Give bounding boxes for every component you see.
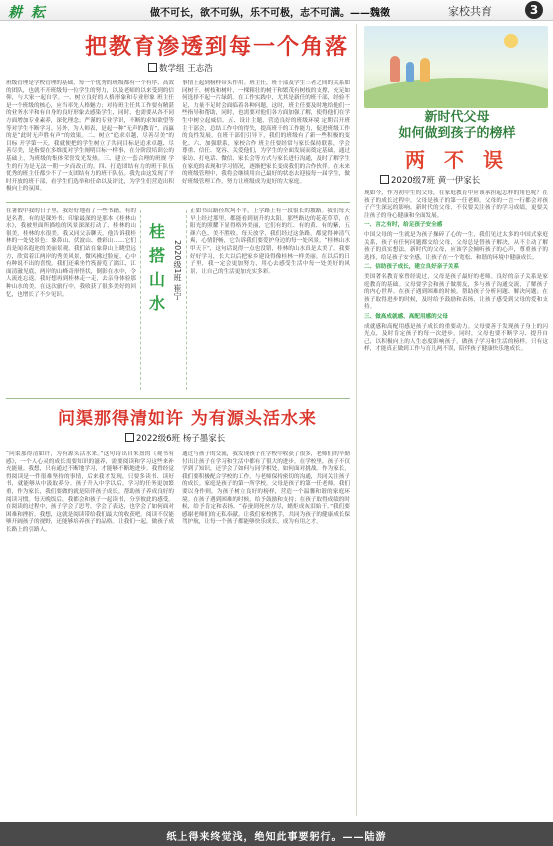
person-figure <box>390 56 400 82</box>
divider <box>6 202 350 203</box>
page-number: 3 <box>525 1 543 19</box>
article-d-body <box>364 190 548 816</box>
divider <box>6 398 350 399</box>
article-b-column-2: 正如书山路径坎坷不平，上学路上有一段很长的坡路。我们每天早上经过那里，都能看到初升的太阳。那些路边的花花草草，在阳光的照耀下显得格外美丽，它们有的红、有的黄、有的紫，五颜六色，美不胜收。每天放学，我们经过这条路，都觉得神清气爽，心情舒畅，它告诉我们要爱护身边的每一处风景。“桂林山水甲天下”，这句话说得一点也没错，桂林的山水真是太美了。我要好好学习，长大以后把家乡建设得像桂林一样美丽。在以后的日子里，我一定会更加努力，用心去感受生活中每一处美好的风景，让自己的生活更加充实多彩。 <box>190 208 350 275</box>
article-a-title: 把教育渗透到每一个角落 <box>85 35 350 60</box>
article-d-title-line-1: 新时代父母 <box>424 110 490 125</box>
page-footer <box>0 822 553 846</box>
article-d-byline <box>380 174 480 186</box>
header-motto: 做不可长，欲不可纵，乐不可极，志不可满。——魏徵 <box>150 8 390 19</box>
article-d-subheading-1: 一、言之有时，给足孩子安全感 <box>364 222 443 229</box>
article-d-subheading-2: 二、信助孩子成长，建立良好亲子关系 <box>364 264 460 271</box>
column-separator <box>356 24 357 816</box>
square-icon <box>125 433 134 442</box>
article-a-byline <box>148 62 213 74</box>
article-d-intro: 现如今，作为初中生的父母，在家庭教育中应该承担起怎样的角色呢？在孩子的成长过程中，父母是孩子的第一任老师，父母的一言一行都会对孩子产生深远的影响。新时代的父母，不仅要关注孩子的学习成绩，更要关注孩子的身心健康和全面发展。 <box>364 190 548 219</box>
article-c-column-2: 通过与孩子的交流，我发现孩子在学校中收获了很多，老师们的辛勤付出让孩子在学习和生活中都有了很大的进步。在学校里，孩子不仅学到了知识，还学会了如何与同学相处，如何面对挑战。作为家长，我们要积极配合学校的工作，与老师保持密切的沟通，共同关注孩子的成长。家庭是孩子的第一所学校，父母是孩子的第一任老师。我们要以身作则，为孩子树立良好的榜样，营造一个温馨和谐的家庭环境。在孩子遇到困难的时候，给予鼓励和支持；在孩子取得成绩的时候，给予肯定和表扬。“春蚕到死丝方尽，蜡炬成灰泪始干。”我们要感谢老师们的无私奉献。让我们家校携手，共同为孩子的健康成长保驾护航，让每一个孩子都能够快乐成长，成为有用之才。 <box>182 451 350 526</box>
byline-text: 2022级6班 杨子墨家长 <box>136 434 226 444</box>
byline-text: 数学组 王志浩 <box>159 64 213 74</box>
article-c-column-1: “问渠那得清如许，为有源头活水来。”这句诗出自朱熹的《观书有感》，一个人心灵的成长需要知识的滋养，需要阅读和学习这些来补充能量。我想，只有通过不断地学习，才能够不断地进步。我曾经觉得阅读是一件很难坚持的事情，后来我才发现，只要多读书、读好书，就能够从中汲取养分。孩子升入中学以后，学习的任务更加繁重，作为家长，我们要做的就是陪伴孩子成长，帮助孩子养成良好的阅读习惯。每天晚饭后，我都会和孩子一起读书，分享彼此的感受。在阅读的过程中，孩子学会了思考，学会了表达，也学会了如何面对困难和挫折。我想，这就是阅读带给我们最大的收获吧。阅读不仅能够开阔孩子的视野，还能够培养孩子的品格。让我们一起，做孩子成长路上的引路人。 <box>6 451 174 533</box>
article-c-title: 问渠那得清如许 为有源头活水来 <box>58 409 317 429</box>
square-icon <box>148 63 157 72</box>
divider <box>140 210 141 390</box>
page-header <box>0 0 553 21</box>
article-b-byline: 2020级1班 崔宁 <box>173 240 182 300</box>
article-d-paragraph-1: 中国父母的一生就是为孩子操碎了心的一生，我们见过太多的中国式家庭关系，孩子有任何问题都交给父母，父母总是替孩子解决，从不主动了解孩子的真实想法。新时代的父母，应该学会倾听孩子的心声，尊重孩子的选择，给足孩子安全感，让孩子在一个宽松、和谐的环境中健康成长。 <box>364 231 548 261</box>
article-b-title: 桂 搭 山 水 <box>148 222 165 313</box>
article-d-subheading-3: 三、做高成就感、高配用感的父母 <box>364 313 448 320</box>
person-figure <box>406 62 414 82</box>
family-illustration <box>364 26 548 108</box>
section-name: 家校共育 <box>448 5 492 18</box>
article-a-column-2: 事情上起到榜样带头作用。班主任，班干部及学生三者之间的关系如同树干、树枝和树叶，一棵粗壮的树干和繁茂有树枝的支撑，充足如何选择不起一片绿荫。在工作实践中，尤其是新任的班干部，经验不足，力量不足时会面临着各种问题，这时，班主任要及时地给他们一些指导和帮助，同时，也需要对他们各方面加强了解，使得他们在学生中树立起威信。五、设计主题，营造良好的班级环境 定期召开班主干部会，总结工作中的得失，提高班干的工作能力，促进班级工作的良性发展。在班干部们引导下，我们的班级有了新一些积极的变化。六、加强联系，家校合作 班主任要经常与家长保持联系，学会尊重、信任、宽容、关爱他们，为学生的全面发展而奠定基础，通过家访、打电话、微信、家长会等方式与家长进行沟通，及时了解学生在家庭的表现和学习情况，逐渐把家长变成我们的合作伙伴。在未来的班级管理中，我将会继续用自己最好的状态去迎接每一届学生，做好班级管理工作，努力让班级成为更好的大家庭。 <box>182 80 350 185</box>
article-d-title-line-2: 如何做到孩子的榜样 <box>398 126 516 141</box>
article-d-title <box>372 110 542 142</box>
sun-icon <box>504 34 518 48</box>
byline-text: 2020级7班 黄一伊家长 <box>391 176 481 186</box>
article-a-column-1: 班级管理是学校管理的基础，每一个优秀的班级都有一个有序、高效的团队，也就不开班级每一位学生的努力，以及老师的以来受到的信仰，与大家一起自学。一、树立良好的人格形象和专业形象 班主任是一个班级的核心，应当率先人格魅力；对待班主任其工作要有精湛的业务水平和有自身的良好形象去感染学生，同时，也需要从各不同方面增加专业素养，深化理念；严谨的专业学识，不断的求知欲望等等对学生不断学习。另外，为人师表，是起一种“无声的教育”，而赢的是“此时无声胜有声”的效果。二、树立“追求卓越，尽善尽美”的目标 开学第一天，我就便把的学生树立了共同目标是追求卓越、尽善尽美，是指要在多维度对学生阐明目标一样事，在分阶段培训公的基础上，为班级的集体荣誉发光发热。三、建立一套合理的班规 学生的行为是无法一朝一夕而改正的。四、打造团结有力的班干队伍 优秀的班主任都少不了一支团结有力的班干队伍。我先由这发现了平时开放的班干部，看学生们选举和任命以及评比，为学生们营造出积极向上的氛围。 <box>6 80 174 193</box>
hill-shape <box>364 78 548 108</box>
square-icon <box>380 175 389 184</box>
footer-quote: 纸上得来终觉浅，绝知此事要躬行。——陆游 <box>166 832 387 843</box>
article-d-paragraph-3: 成就感和高配用感是孩子成长的重要动力。父母要善于发现孩子身上的闪光点，及时肯定孩子的每一次进步。同时，父母也要不断学习、提升自己，以积极向上的人生态度影响孩子，做孩子学习和生活的榜样。只有这样，才能真正做到工作与育儿两不误，陪伴孩子健康快乐地成长。 <box>364 323 548 353</box>
article-d-big-title: 两 不 误 <box>405 148 509 172</box>
person-figure <box>420 58 430 82</box>
divider <box>186 210 187 390</box>
article-b-column-1: 在暑假中我的日子里，我好好地看了一些书籍，有的是名著，有的是课外书；印象最深的是那本《桂林山水》，我被里面所描绘的风景深深打动了，桂林的山很美，桂林的水很美。我又同父亲聊天，他告诉我桂林的一处处景色：象鼻山、伏波山、叠彩山……它们真是闻名遐迩的美丽景观。我们站在象鼻山上眺望远方，欣赏着江两岸的秀美风景，微风拂过脸庞，心中有种说不出的喜悦。我们还乘坐竹筏游览了漓江，江面清澈见底，两岸的山峰奇形怪状，倒影在水中，令人流连忘返。我好想再到桂林走一走，去亲身体验那种山水的美。在这次旅行中，我收获了很多美好的回忆，也增长了不少见识。 <box>6 208 136 298</box>
article-d-paragraph-2: 美国著名教育家曾经说过，父母是孩子最好的老师。良好的亲子关系是家庭教育的基础。父母要学会和孩子做朋友，多与孩子沟通交流，了解孩子的内心世界。在孩子遇到困难的时候，帮助孩子分析问题、解决问题；在孩子取得进步的时候，及时给予鼓励和表扬，让孩子感受到父母的爱和支持。 <box>364 273 548 311</box>
newspaper-brand: 耕 耘 <box>8 5 47 21</box>
article-c-byline <box>125 432 225 444</box>
